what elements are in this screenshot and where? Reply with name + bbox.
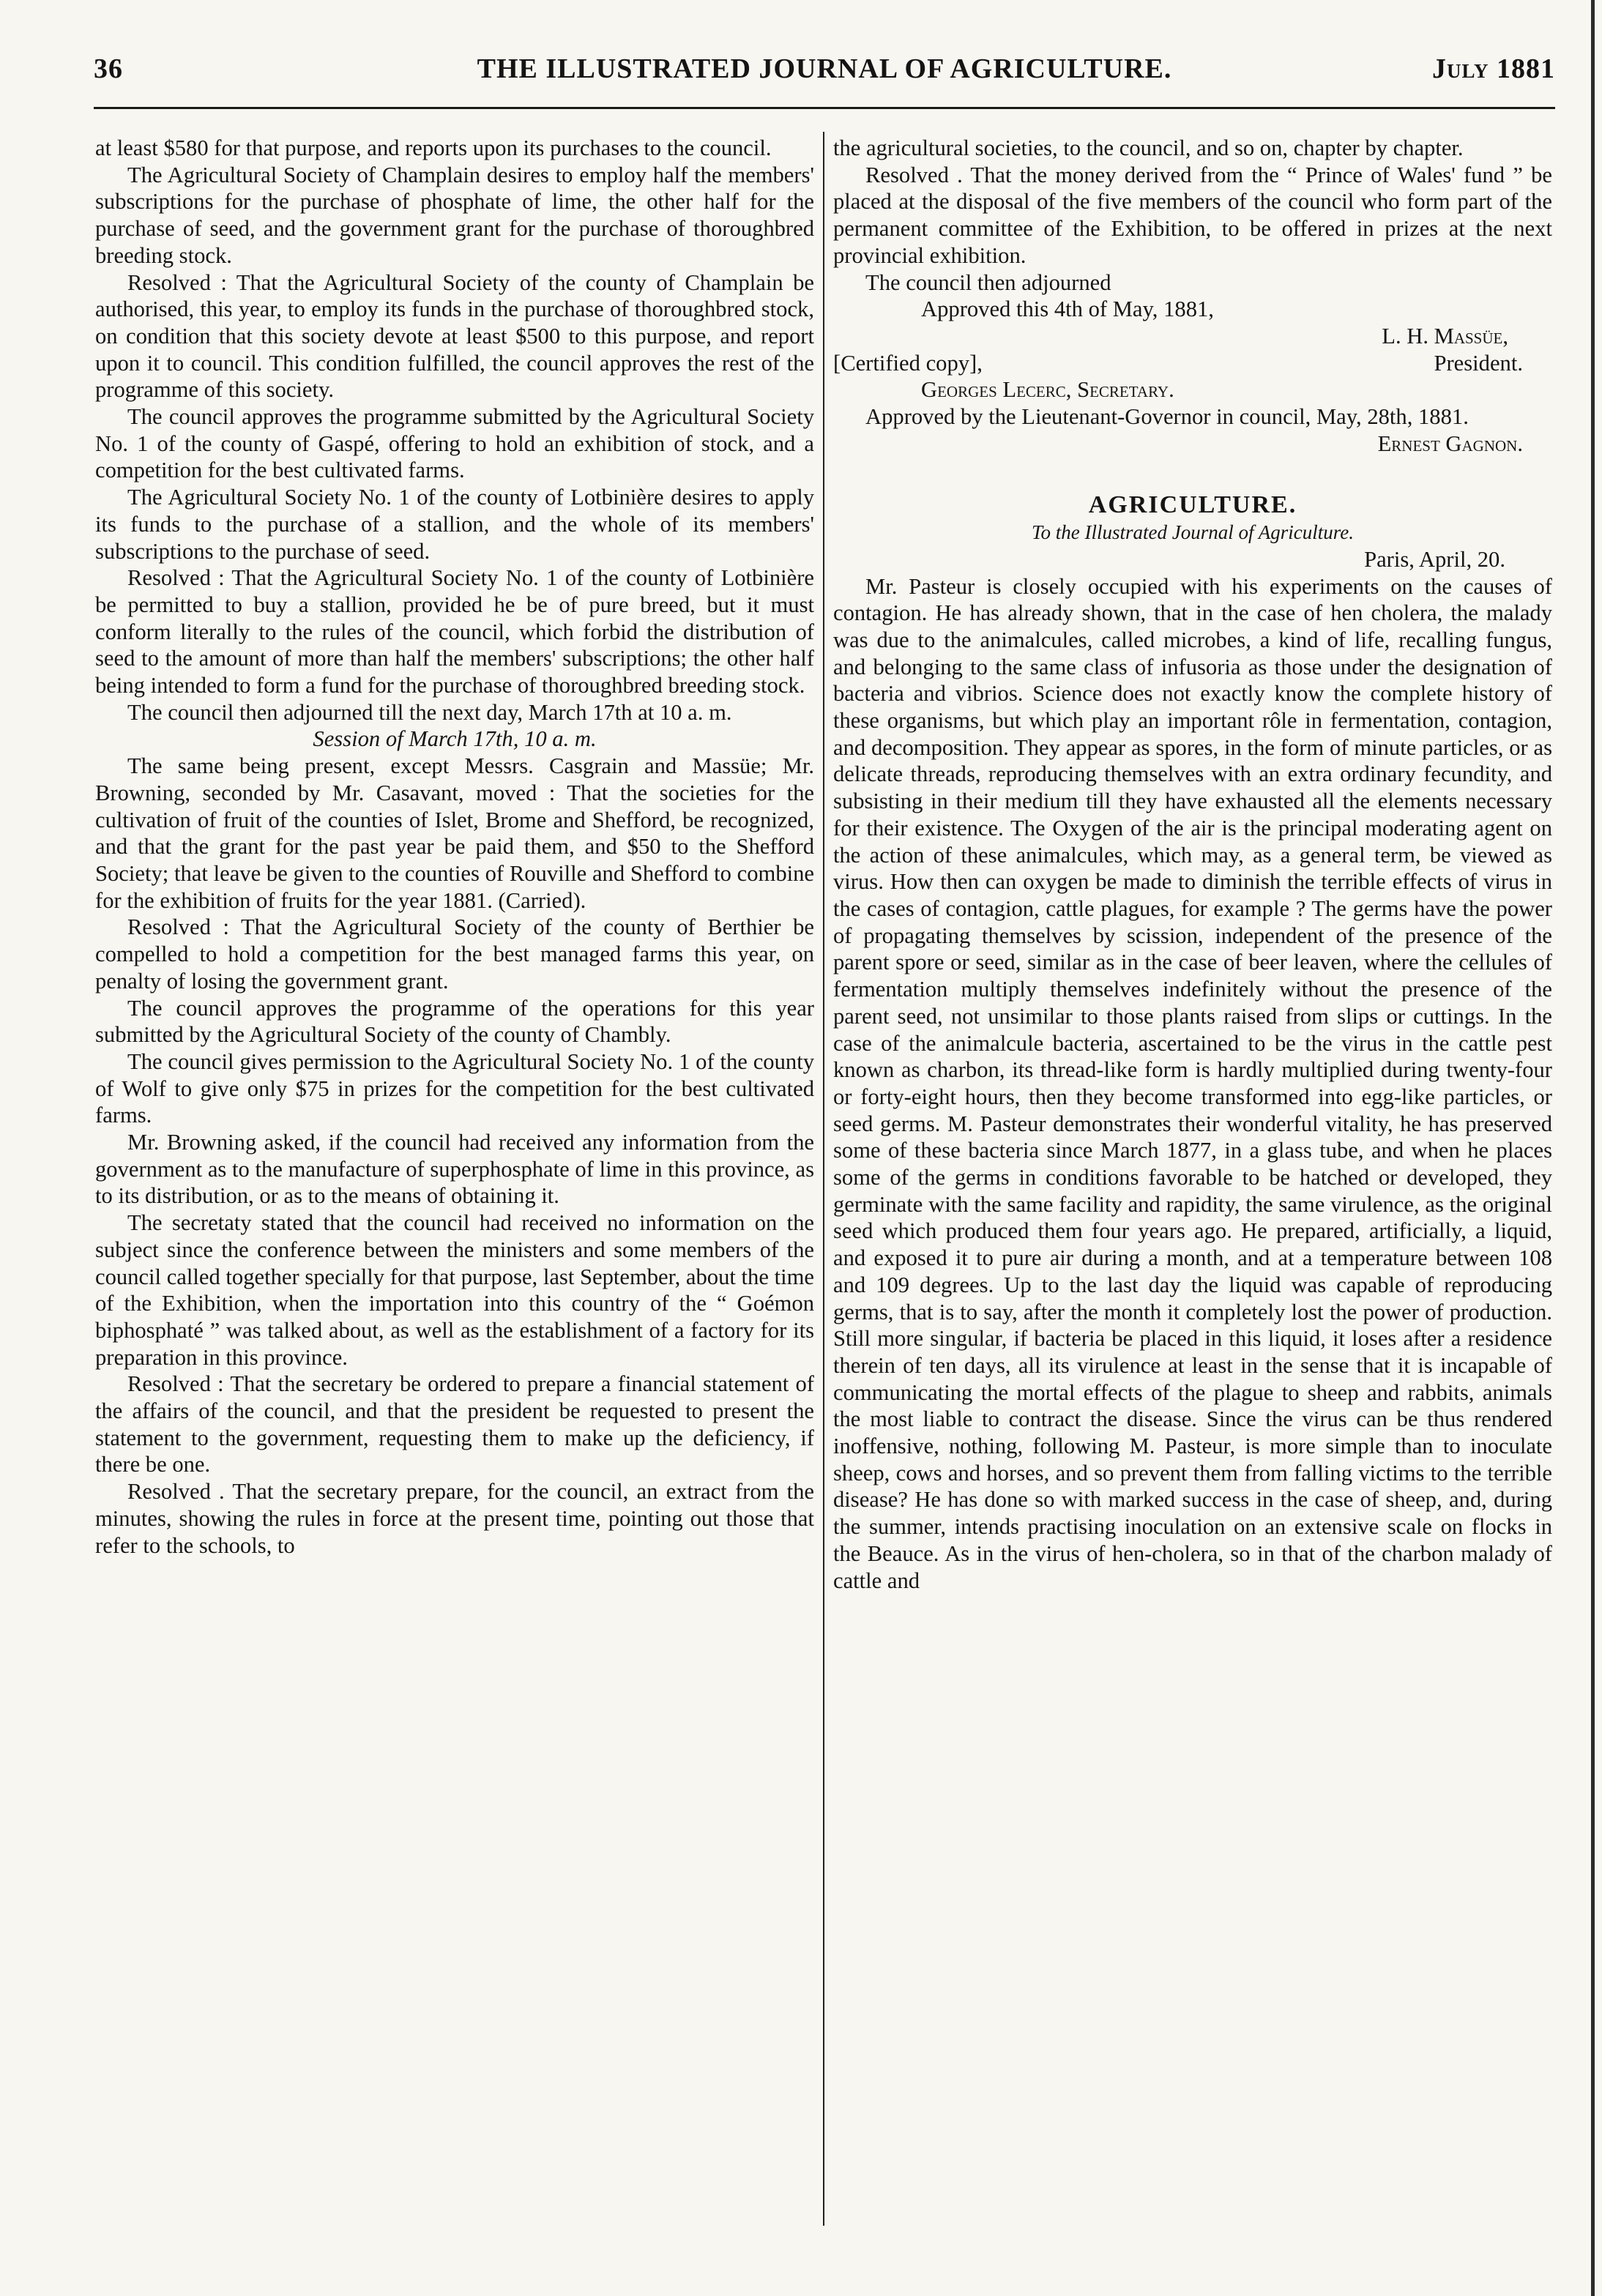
issue-date: July 1881	[1431, 53, 1555, 84]
secretary-line: Georges Lecerc, Secretary.	[921, 377, 1174, 403]
president-name: L. H. Massüe,	[1382, 323, 1508, 348]
governor-approval: Approved by the Lieutenant-Governor in council, May, 28th, 1881.	[865, 404, 1469, 430]
left-column	[95, 135, 814, 1559]
paragraph: Resolved : That the Agricultural Society No. 1 of the county of Lotbinière be permitted to buy a stallion, provided he be of pure breed, but it must conform literally to the rules of the council, which forbid the distribution of seed to the amount of more than half the members' subscriptions; the other half being intended to form a fund for the purchase of thoroughbred breeding stock.	[95, 565, 814, 698]
paragraph: Resolved : That the secretary be ordered to prepare a financial statement of the affairs of the council, and that the president be requested to present the statement to the government, requesting them to make up the deficiency, if there be one.	[95, 1371, 814, 1477]
paragraph: Resolved : That the Agricultural Society of the county of Champlain be authorised, this year, to employ its funds in the purchase of thoroughbred stock, on condition that this society devote at least $500 to this purpose, and report upon it to council. This condition fulfilled, the council approves the rest of the programme of this society.	[95, 269, 814, 403]
paragraph: Resolved . That the secretary prepare, for the council, an extract from the minutes, showing the rules in force at the present time, pointing out those that refer to the schools, to	[95, 1479, 814, 1558]
session-heading: Session of March 17th, 10 a. m.	[313, 726, 597, 752]
section-heading: AGRICULTURE.	[1088, 491, 1297, 519]
paragraph: the agricultural societies, to the council, and so on, chapter by chapter.	[833, 135, 1464, 160]
president-title: President.	[1434, 350, 1523, 376]
paragraph: The council approves the programme of the operations for this year submitted by the Agricultural Society of the county of Chambly.	[95, 995, 814, 1048]
column-divider	[823, 132, 824, 2226]
article-paragraph: Mr. Pasteur is closely occupied with his experiments on the causes of contagion. He has already shown, that in the case of hen cholera, the malady was due to the animalcules, called microbes, a kind of life, recalling fungus, and belonging to the same class of infusoria as those under the designation of bacteria and vibrios. Science does not exactly know the complete history of these organisms, but which play an important rôle in fermentation, contagion, and decomposition. They appear as spores, in the form of minute particles, or as delicate threads, reproducing themselves with an extra ordinary fecundity, and subsisting in their medium till they have exhausted all the elements necessary for their existence. The Oxygen of the air is the principal moderating agent on the action of these animalcules, which may, as a general term, be viewed as virus. How then can oxygen be made to diminish the terrible effects of virus in the cases of contagion, cattle plagues, for example ? The germs have the power of propagating themselves by scission, independent of the presence of the parent spore or seed, similar as in the case of beer leaven, where the cellules of fermentation multiply themselves indefinitely without the presence of the parent seed, not unsimilar to those plants raised from slips or cuttings. In the case of the animalcule bacteria, ascertained to be the virus in the cattle pest known as charbon, its thread-like form is hardly multiplied during twenty-four or forty-eight hours, then they become transformed into egg-like particles, or seed germs. M. Pasteur demonstrates their wonderful vitality, he has preserved some of these bacteria since March 1877, in a glass tube, and when he places some of the germs in conditions favorable to be hatched or developed, they germinate with the same facility and rapidity, the same virulence, as the original seed which produced them four years ago. He prepared, artificially, a liquid, and exposed it to pure air during a month, and at a temperature between 108 and 109 degrees. Up to the last day the liquid was capable of reproducing germs, that is to say, after the month it completely lost the power of production. Still more singular, if bacteria be placed in this liquid, it loses after a residence therein of ten days, all its virulence at least in the sense that it is incapable of communicating the mortal effects of the plague to sheep and rabbits, animals the most liable to contract the disease. Since the virus can be thus rendered inoffensive, nothing, following M. Pasteur, is more simple than to inoculate sheep, cows and horses, and so prevent them from falling victims to the terrible disease? He has done so with marked success in the case of sheep, and, during the summer, intends practising inoculation on an extensive scale on flocks in the Beauce. As in the virus of hen-cholera, so in that of the charbon malady of cattle and	[833, 573, 1552, 1593]
approval-line: Approved this 4th of May, 1881,	[921, 297, 1214, 322]
paragraph: The council gives permission to the Agricultural Society No. 1 of the county of Wolf to give only $75 in prizes for the competition for the best cultivated farms.	[95, 1048, 814, 1128]
certification-line	[833, 350, 1552, 377]
paragraph: Mr. Browning asked, if the council had received any information from the government as to the manufacture of superphosphate of lime in this province, as to its distribution, or as to the means of obtaining it.	[95, 1130, 814, 1209]
journal-title: THE ILLUSTRATED JOURNAL OF AGRICULTURE.	[477, 53, 1172, 84]
paragraph: The Agricultural Society No. 1 of the county of Lotbinière desires to apply its funds to the purchase of a stallion, and the whole of its members' subscriptions to the purchase of seed.	[95, 485, 814, 564]
paragraph: The same being present, except Messrs. Casgrain and Massüe; Mr. Browning, seconded by Mr. Casavant, moved : That the societies for the cultivation of fruit of the counties of Islet, Brome and Shefford, be recognized, and that the grant for the past year be paid them, and $50 to the Shefford Society; that leave be given to the counties of Rouville and Shefford to combine for the exhibition of fruits for the year 1881. (Carried).	[95, 753, 814, 913]
dateline: Paris, April, 20.	[1364, 546, 1505, 572]
paragraph: The Agricultural Society of Champlain desires to employ half the members' subscriptions for the purchase of phosphate of lime, the other half for the purchase of seed, and the government grant for the purchase of thoroughbred breeding stock.	[95, 162, 814, 268]
page-edge	[1591, 0, 1595, 2296]
paragraph: The council approves the programme submitted by the Agricultural Society No. 1 of the county of Gaspé, offering to hold an exhibition of stock, and a competition for the best cultivated farms.	[95, 404, 814, 483]
page-number: 36	[94, 53, 123, 84]
paragraph: The secretaty stated that the council had received no information on the subject since the conference between the ministers and some members of the council called together specially for that purpose, last September, about the time of the Exhibition, when the importation into this country of the “ Goémon biphosphaté ” was talked about, as well as the establishment of a factory for its preparation in this province.	[95, 1210, 814, 1370]
paragraph: The council then adjourned till the next day, March 17th at 10 a. m.	[127, 699, 732, 725]
right-column	[833, 135, 1552, 1594]
paragraph: Resolved : That the Agricultural Society of the county of Berthier be compelled to hold a competition for the best managed farms this year, on penalty of losing the government grant.	[95, 914, 814, 994]
page-header	[94, 47, 1555, 91]
signatory: Ernest Gagnon.	[1377, 430, 1523, 456]
paragraph: at least $580 for that purpose, and reports upon its purchases to the council.	[95, 135, 772, 160]
paragraph: The council then adjourned	[865, 269, 1111, 295]
section-subheading: To the Illustrated Journal of Agriculture.	[1031, 521, 1354, 544]
header-rule	[94, 107, 1555, 109]
certified-copy: [Certified copy],	[833, 350, 983, 376]
paragraph: Resolved . That the money derived from the “ Prince of Wales' fund ” be placed at the disposal of the five members of the council who form part of the permanent committee of the Exhibition, to be offered in prizes at the next provincial exhibition.	[833, 162, 1552, 268]
